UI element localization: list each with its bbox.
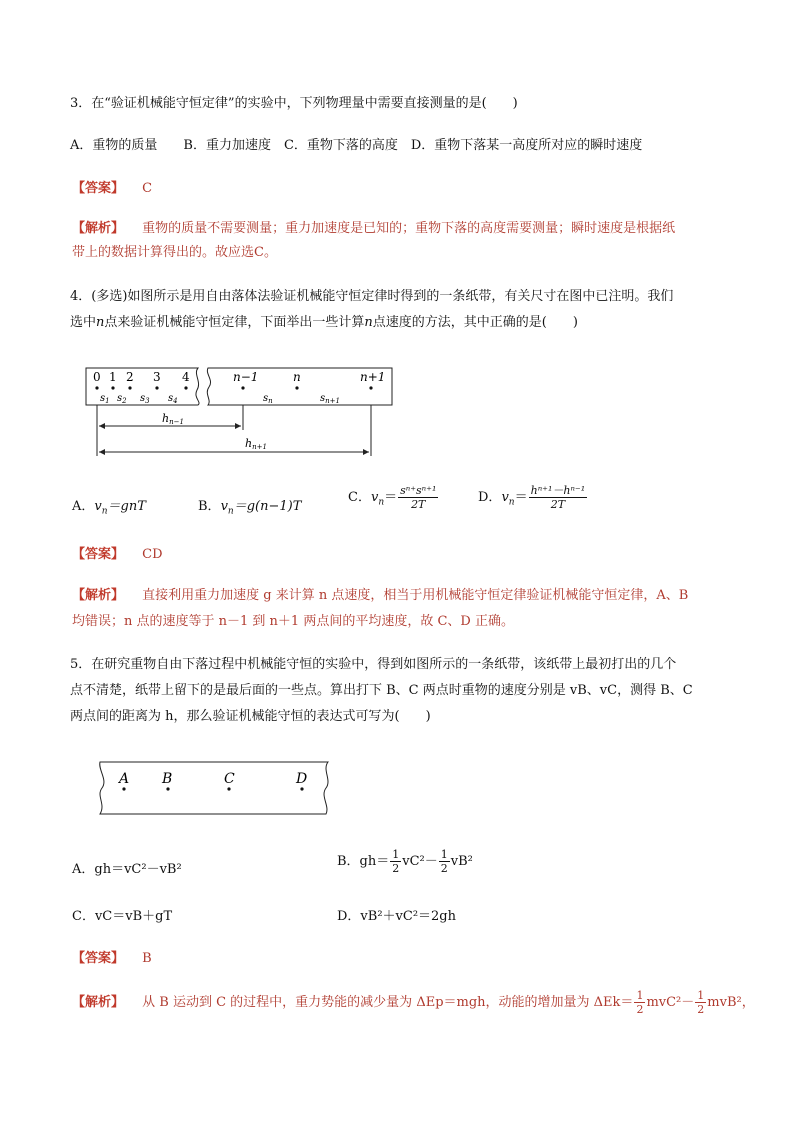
svg-text:s4: $s_4$ [168, 393, 178, 405]
tape-point-n-1 [241, 386, 244, 389]
h-n-1-label: hn−1 [162, 412, 184, 426]
q3-stem: 3．在“验证机械能守恒定律”的实验中，下列物理量中需要直接测量的是( ) [70, 96, 518, 111]
tape-point-2 [128, 386, 131, 389]
q5-option-c: C．vC＝vB＋gT [72, 909, 173, 924]
tape-point-0 [95, 386, 98, 389]
q5-point-b [166, 787, 169, 790]
answer-tag: 【答案】 [72, 181, 125, 196]
q4-option-b: B．$v_n=g(n-1)T$ [198, 499, 302, 517]
q5-tape-figure [90, 758, 340, 820]
tape-label-n+1: n+1 [360, 370, 386, 384]
q4-analysis-line1: 【解析】 直接利用重力加速度 g 来计算 n 点速度，相当于用机械能守恒定律验证机械能守恒定律，A、B [72, 588, 689, 603]
analysis-tag: 【解析】 [72, 221, 125, 236]
q3-answer-row [72, 177, 152, 196]
q5-stem-line2: 点不清楚，纸带上留下的是最后面的一些点。算出打下 B、C 两点时重物的速度分别是 vB、vC，测得 B、C [70, 683, 693, 698]
q5-point-a [122, 787, 125, 790]
q5-option-a: A．gh＝vC²－vB² [72, 862, 182, 877]
tape-label-1: 1 [109, 370, 117, 384]
q5-point-c [227, 787, 230, 790]
q5-answer: B [142, 951, 152, 966]
q5-stem-line3: 两点间的距离为 h，那么验证机械能守恒的表达式可写为( ) [70, 709, 431, 724]
tape-point-1 [111, 386, 114, 389]
q5-label-d: D [296, 771, 308, 787]
q4-option-a: A．$v_n=gnT$ [72, 499, 146, 517]
q5-option-b: B．gh＝ $\frac{1}{2}$ vC²－ $\frac{1}{2}$ vB² [337, 848, 473, 875]
q3-answer: C [142, 181, 153, 196]
q4-answer: CD [142, 547, 163, 562]
svg-text:sn: $s_n$ [263, 393, 273, 405]
q4-stem-line2: 选中n点来验证机械能守恒定律，下面举出一些计算n点速度的方法，其中正确的是( ) [70, 315, 578, 330]
tape-point-4 [184, 386, 187, 389]
tape-label-0: 0 [93, 370, 101, 384]
tape-label-2: 2 [126, 370, 134, 384]
svg-text:sn+1: $s_{n+1}$ [320, 393, 340, 405]
q5-option-d: D．vB²＋vC²＝2gh [337, 909, 456, 924]
q4-tape-figure [80, 360, 400, 460]
q4-stem-line1: 4．(多选)如图所示是用自由落体法验证机械能守恒定律时得到的一条纸带，有关尺寸在图中已注明。我们 [70, 289, 674, 304]
q4-analysis-line2: 均错误；n 点的速度等于 n－1 到 n＋1 两点间的平均速度，故 C、D 正确。 [72, 614, 514, 629]
q4-answer-row: 【答案】 CD [72, 547, 163, 562]
tape-label-3: 3 [153, 370, 161, 384]
q4-option-d: D．$v_n=$ $\frac{\text{hⁿ⁺¹－hⁿ⁻¹}}{2T}$ [478, 484, 586, 511]
q3-analysis-line1: 【解析】 重物的质量不需要测量；重力加速度是已知的；重物下落的高度需要测量；瞬时速度是根据纸 [72, 221, 676, 236]
q5-label-b: B [162, 771, 173, 787]
tape-points [95, 386, 372, 389]
tape-label-4: 4 [182, 370, 190, 384]
q5-stem-line1: 5．在研究重物自由下落过程中机械能守恒的实验中，得到如图所示的一条纸带，该纸带上最初打出的几个 [70, 657, 677, 672]
tape-point-n+1 [369, 386, 372, 389]
tape-point-3 [155, 386, 158, 389]
q5-analysis-line1: 【解析】 从 B 运动到 C 的过程中，重力势能的减少量为 ΔEp＝mgh，动能的增加量为 ΔEk＝ $\frac{1}{2}$ mvC²－ $\frac{1}{2}$ mvB²， [72, 989, 755, 1016]
svg-text:s3: $s_3$ [140, 393, 150, 405]
tape-label-n-1: n−1 [233, 370, 259, 384]
tape-label-n: n [293, 370, 301, 384]
q5-label-c: C [224, 771, 235, 787]
svg-text:s2: $s_2$ [117, 393, 127, 405]
h-n+1-label: hn+1 [245, 437, 267, 451]
svg-text:s1: $s_1$ [100, 393, 110, 405]
tape-point-n [295, 386, 298, 389]
q4-option-c: C．$v_n=$ $\frac{\text{sⁿ⁺sⁿ⁺¹}}{2T}$ [348, 484, 437, 511]
q5-point-d [300, 787, 303, 790]
q3-analysis-line2: 带上的数据计算得出的。故应选C。 [72, 245, 277, 260]
q5-label-a: A [119, 771, 130, 787]
q5-answer-row: 【答案】 B [72, 951, 152, 966]
q3-options: A．重物的质量 B．重力加速度 C．重物下落的高度 D．重物下落某一高度所对应的瞬时速度 [70, 138, 643, 153]
